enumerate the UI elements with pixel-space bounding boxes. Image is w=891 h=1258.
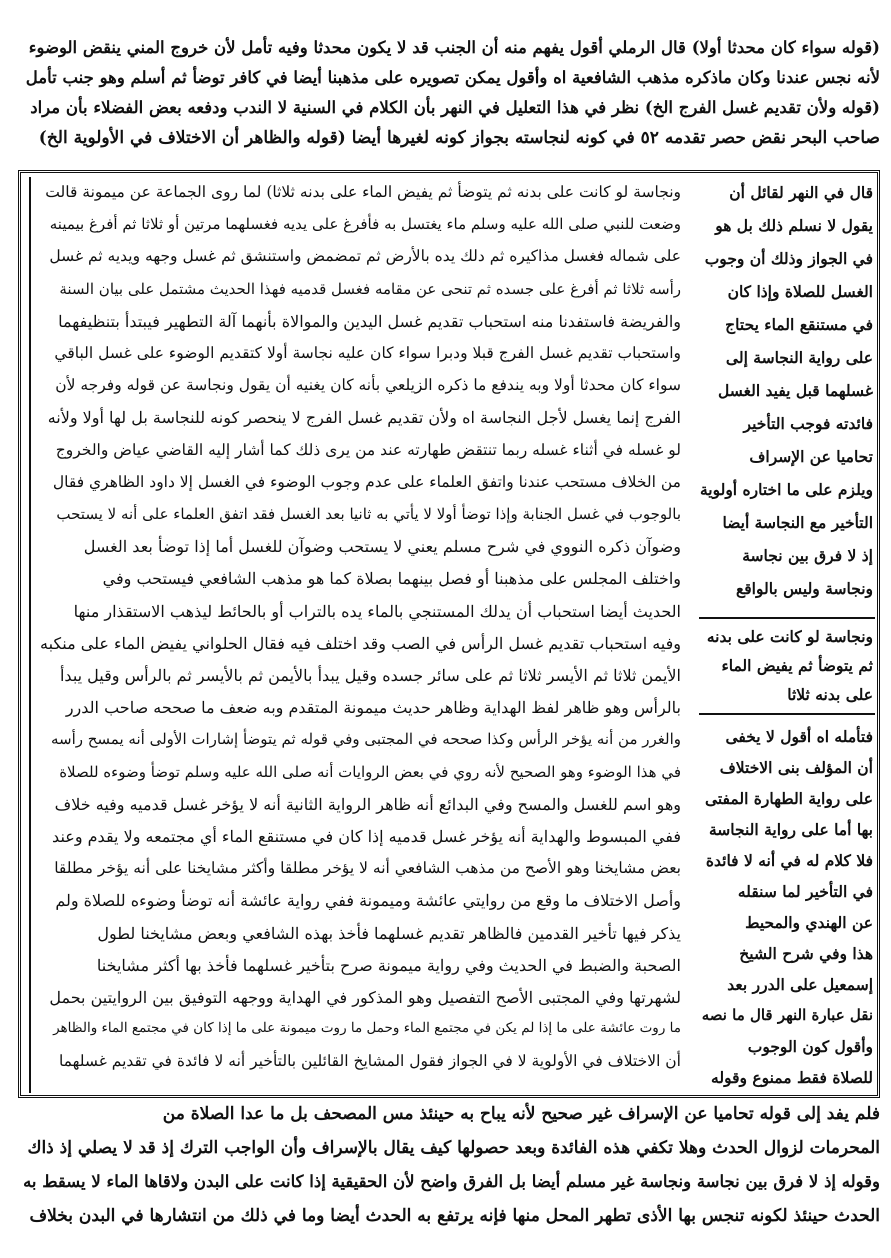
- text-line: نقل عبارة النهر قال ما نصه: [701, 1006, 873, 1024]
- text-line: وضوآن ذكره النووي في شرح مسلم يعني لا يستحب وضوآن للغسل أما إذا توضأ بعد الغسل: [83, 537, 681, 557]
- text-line: وأقول كون الوجوب: [747, 1037, 873, 1056]
- text-line: سواء كان محدثا أولا وبه يندفع ما ذكره الزيلعي بأنه كان يغنيه أن يقول ونجاسة عن قوله وفرجه لأن: [55, 376, 681, 395]
- text-line: الصحبة والضبط في الحديث وفي رواية ميمونة صرح بتأخير غسلهما فأخذ بها أكثر مشايخنا: [96, 955, 681, 975]
- text-line: يقول لا نسلم ذلك بل هو: [715, 216, 873, 235]
- text-line: للصلاة فقط ممنوع وقوله: [711, 1068, 873, 1087]
- text-line: في الجواز وذلك أن وجوب: [704, 249, 873, 268]
- text-line: لشهرتها وفي المجتبى الأصح التفصيل وهو المذكور في الهداية ووجهه التوفيق بين الروايتين بحمل: [49, 988, 681, 1007]
- text-line: المحرمات لزوال الحدث وهلا تكفي هذه الفائدة وبعد حصولها كيف يقال بالإسراف وأن الواجب الترك إذ قد لا يصلي إذ ذاك: [27, 1138, 880, 1158]
- text-line: عن الهندي والمحيط: [745, 913, 873, 932]
- text-line: والفريضة فاستفدنا منه استحباب تقديم غسل اليدين والموالاة بأنهما آلة التطهير فيبتدأ بتنظيفهما: [58, 311, 681, 331]
- side-commentary-column: [699, 177, 875, 1093]
- text-line: الغسل للصلاة وإذا كان: [727, 282, 873, 301]
- text-line: والغرر من أنه يؤخر الرأس وكذا صححه في المجتبى وفي قوله ثم يتوضأ إشارات الأولى أنه يمسح رأسه: [50, 730, 681, 749]
- text-line: فتأمله اه أقول لا يخفى: [725, 727, 873, 746]
- text-line: وهو اسم للغسل والمسح وفي البدائع أنه ظاهر الرواية الثانية أنه لا يؤخر غسل قدميه وفيه خلاف: [54, 794, 681, 814]
- text-line: إذ لا فرق بين نجاسة: [742, 546, 873, 565]
- text-line: على بدنه ثلاثا: [787, 685, 873, 704]
- text-line: قال في النهر لقائل أن: [729, 183, 873, 202]
- text-line: ما روت عائشة على ما إذا لم يكن في مجتمع الماء وحمل ما روت ميمونة على ما إذا كان في مجتمع الماء والظاهر: [53, 1020, 681, 1037]
- text-line: وأصل الاختلاف ما وقع من روايتي عائشة وميمونة ففي رواية عائشة أنه توضأ وضوءه للصلاة ولم: [55, 891, 681, 911]
- text-line: في هذا الوضوء وهو الصحيح لأنه روي في بعض الروايات أنه صلى الله عليه وسلم توضأ وضوءه للصلاة: [59, 762, 681, 781]
- text-line: بالرأس وهو ظاهر لفظ الهداية وظاهر حديث ميمونة المتقدم وبه ضعف ما صححه صاحب الدرر: [65, 698, 681, 718]
- text-line: ونجاسة لو كانت على بدنه ثم يتوضأ ثم يفيض الماء على بدنه ثلاثا) لما روى الجماعة عن ميمونة قالت: [45, 183, 681, 201]
- text-line: لأنه نجس عندنا وكان ماذكره مذهب الشافعية اه وأقول يمكن تصويره على مذهبنا أيضا في كافر توضأ ثم أسلم وهو جنب تأمل: [25, 68, 880, 87]
- text-line: ونجاسة لو كانت على بدنه: [706, 627, 873, 646]
- text-line: وضعت للنبي صلى الله عليه وسلم ماء يغتسل به فأفرغ على يديه فغسلهما مرتين أو ثلاثا ثم أفرغ بيمينه: [49, 215, 681, 234]
- text-line: من الخلاف مستحب عندنا واتفق العلماء على عدم وجوب الوضوء في الغسل إلا داود الظاهري فقال: [52, 472, 681, 491]
- text-line: هذا وفي شرح الشيخ: [739, 944, 873, 963]
- text-line: أن الاختلاف في الأولوية لا في الجواز فقول المشايخ القائلين بالتأخير أنه لا فائدة في تقديم غسلهما: [58, 1052, 681, 1071]
- text-line: بعض مشايخنا وهو الأصح من مذهب الشافعي أنه لا يؤخر مطلقا وأكثر مشايخنا على أنه يؤخر مطلقا: [54, 859, 681, 878]
- text-line: الفرج إنما يغسل لأجل النجاسة اه ولأن تقديم غسل الفرج لا ينحصر كونه للنجاسة بل لها أولا ولأنه: [47, 408, 681, 428]
- text-line: غسلهما قبل يفيد الغسل: [718, 381, 873, 400]
- text-line: يذكر فيها تأخير القدمين فالظاهر تقديم غسلهما فأخذ بهذه الشافعي وبعض مشايخنا لطول: [97, 923, 681, 943]
- main-text-column: [29, 177, 687, 1093]
- text-line: على شماله فغسل مذاكيره ثم دلك يده بالأرض ثم تمضمض واستنشق ثم غسل وجهه ويديه ثم غسل: [49, 247, 681, 266]
- text-line: وقوله إذ لا فرق بين نجاسة ونجاسة غير مسلم أيضا بل الفرق واضح لأن الحقيقية إذا كانت على البدن ولاقاها الماء لا يسقط به: [23, 1172, 880, 1191]
- text-line: تحاميا عن الإسراف: [749, 447, 873, 466]
- text-line: فائدته فوجب التأخير: [743, 414, 873, 433]
- text-line: ثم يتوضأ ثم يفيض الماء: [721, 656, 873, 675]
- text-line: بها أما على رواية النجاسة: [708, 820, 873, 839]
- text-line: الحديث أيضا استحباب أن يدلك المستنجي بالماء يده بالتراب أو بالحائط ليذهب الاستقذار منها: [73, 601, 681, 621]
- text-line: التأخير مع النجاسة أيضا: [722, 513, 873, 532]
- text-line: واستحباب تقديم غسل الفرج قبلا ودبرا سواء كان عليه نجاسة أولا كتقديم الوضوء على غسل الباقي: [54, 344, 681, 362]
- text-line: ففي المبسوط والهداية أنه يؤخر غسل قدميه إذا كان في مستنقع الماء أي مجتمعه ولا يقدم وعند: [52, 827, 681, 846]
- text-line: الحدث حينئذ لكونه تنجس بها الأذى تطهر المحل منها فإنه يرتفع به الحدث أيضا وما في ذلك من انتشارها في البدن بخلاف: [29, 1206, 880, 1226]
- top-margin-commentary: [18, 38, 880, 160]
- text-line: إسمعيل على الدرر بعد: [727, 975, 873, 994]
- text-line: في التأخير لما سنقله: [737, 882, 873, 901]
- text-line: (قوله ولأن تقديم غسل الفرج الخ) نظر في هذا التعليل في النهر بأن الكلام في السنية لا الندب ودفعه بعض الفضلاء بأن مراد: [30, 98, 880, 117]
- text-line: أن المؤلف بنى الاختلاف: [719, 758, 873, 777]
- text-line: فلا كلام له في أنه لا فائدة: [705, 851, 873, 870]
- text-line: على رواية الطهارة المفتى: [704, 789, 873, 808]
- side-divider: [699, 713, 875, 715]
- main-frame: [18, 170, 880, 1098]
- text-line: لو غسله في أثناء غسله ربما تنتقض طهارته عند من يرى ذلك كما أشار إليه القاضي عياض والخروج: [55, 440, 681, 459]
- text-line: ونجاسة وليس بالواقع: [736, 579, 873, 598]
- text-line: على رواية النجاسة إلى: [725, 348, 873, 367]
- text-line: (قوله سواء كان محدثا أولا) قال الرملي أقول يفهم منه أن الجنب قد لا يكون محدثا وفيه تأمل لأن خروج المني ينقض الوضوء: [28, 38, 880, 57]
- side-divider: [699, 617, 875, 619]
- text-line: وفيه استحباب تقديم غسل الرأس في الصب وقد اختلف فيه فقال الحلواني يفيض الماء على منكبه: [40, 633, 681, 653]
- text-line: بالوجوب في غسل الجنابة وإذا توضأ أولا لا يأتي به ثانيا بعد الغسل فقد اتفق العلماء على أنه لا يستحب: [56, 505, 681, 523]
- text-line: في مستنقع الماء يحتاج: [725, 315, 873, 334]
- text-line: الأيمن ثلاثا ثم الأيسر ثلاثا ثم على سائر جسده وقيل يبدأ بالأيمن ثم بالأيسر ثم بالرأس وقيل يبدأ: [59, 666, 681, 685]
- bottom-margin-commentary: [18, 1104, 880, 1244]
- text-line: واختلف المجلس على مذهبنا أو فصل بينهما بصلاة كما هو مذهب الشافعي فيستحب وفي: [102, 569, 681, 589]
- text-line: فلم يفد إلى قوله تحاميا عن الإسراف غير صحيح لأنه يباح به حينئذ مس المصحف بل ما عدا الصلاة من: [162, 1104, 880, 1124]
- text-line: ويلزم على ما اختاره أولوية: [699, 480, 873, 499]
- text-line: صاحب البحر نقض حصر تقدمه ٥٢ في كونه لنجاسته بجواز كونه لغيرها أيضا (قوله والظاهر أن الاختلاف في الأولوية الخ): [38, 128, 880, 148]
- text-line: رأسه ثلاثا ثم أفرغ على جسده ثم تنحى عن مقامه فغسل قدميه فهذا الحديث مشتمل على بيان السنة: [59, 279, 681, 298]
